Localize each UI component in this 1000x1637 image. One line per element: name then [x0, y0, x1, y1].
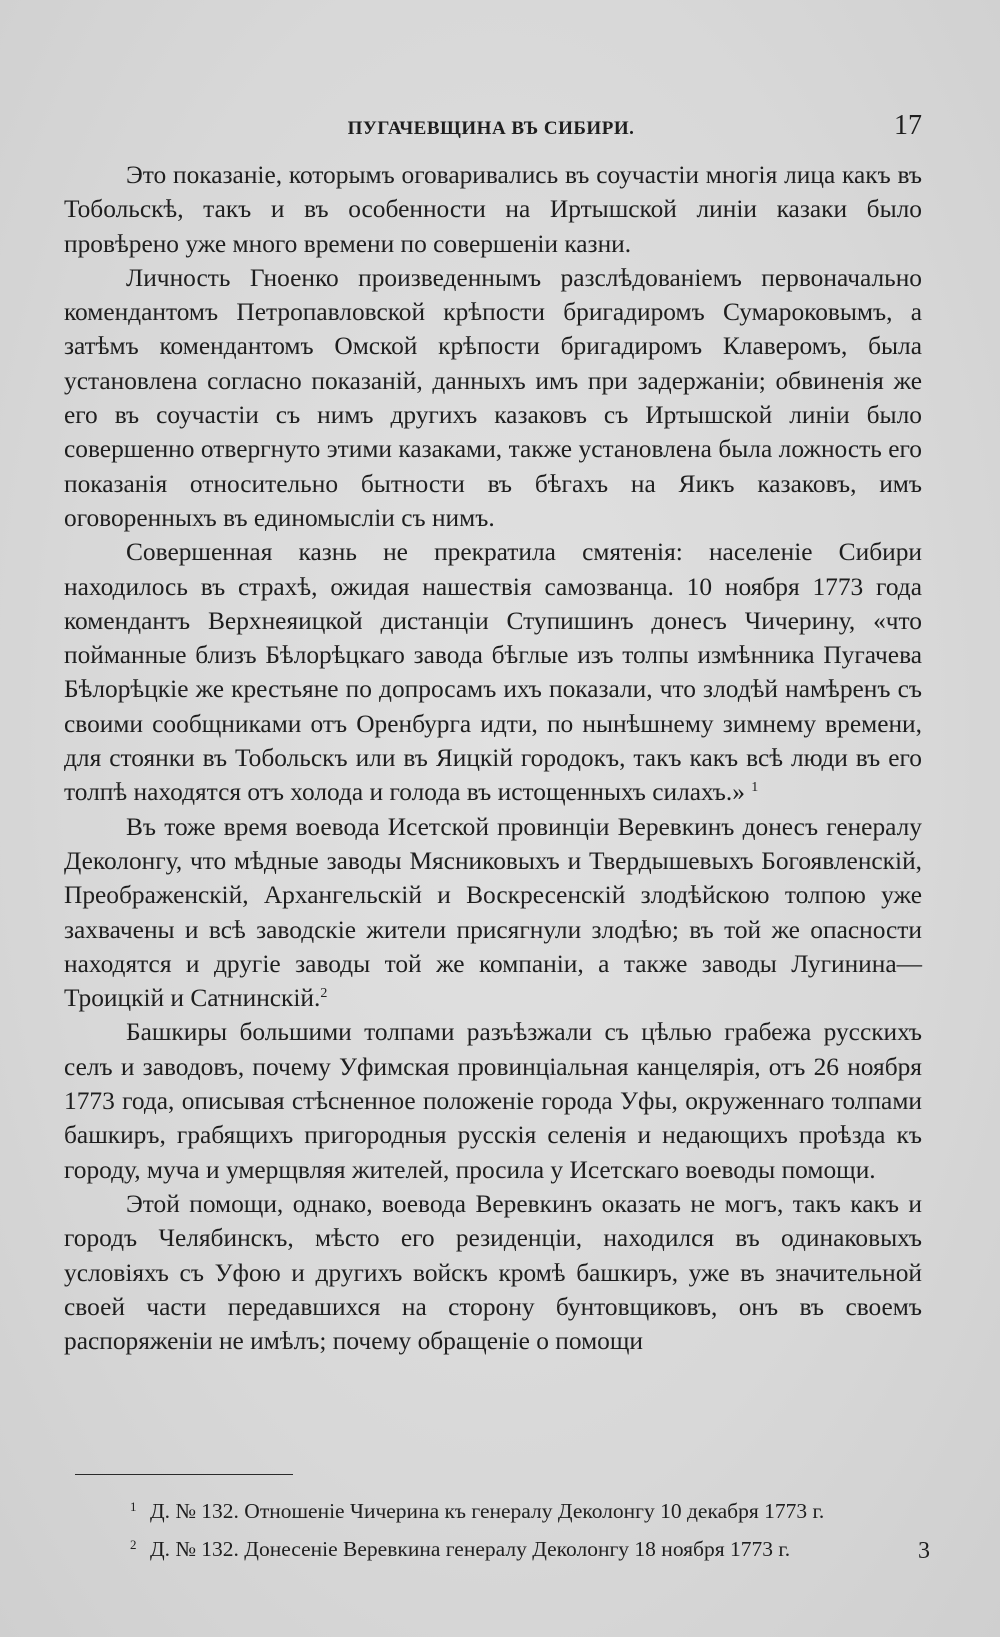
- paragraph-3: [64, 535, 922, 809]
- paragraph-1-text: Это показаніе, которымъ оговаривались въ соучастіи многія лица какъ въ Тобольскѣ, такъ и въ особенности на Иртышской линіи казаки было провѣрено уже много времени по совершеніи казни.: [64, 161, 922, 258]
- signature-mark: 3: [918, 1538, 930, 1564]
- footnote-ref-1: 1: [751, 780, 759, 796]
- footnote-2: [130, 1528, 930, 1566]
- page-header: [60, 108, 922, 148]
- paragraph-2-text: Личность Гноенко произведеннымъ разслѣдованіемъ первоначально комендантомъ Петропавловской крѣпости бригадиромъ Сумароковымъ, а затѣмъ комендантомъ Омской крѣпости бригадиромъ Клаверомъ, была установлена согласно показаній, данныхъ имъ при задержаніи; обвиненія же его въ соучастіи съ нимъ другихъ казаковъ съ Иртышской линіи было совершенно отвергнуто этими казаками, также установлена была ложность его показанія относительно бытности въ бѣгахъ на Яикъ казаковъ, имъ оговоренныхъ въ единомысліи съ нимъ.: [64, 263, 922, 532]
- paragraph-6-text: Этой помощи, однако, воевода Веревкинъ оказать не могъ, такъ какъ и городъ Челябинскъ, мѣсто его резиденціи, находился въ одинаковыхъ условіяхъ съ Уфою и другихъ войскъ кромѣ башкиръ, уже въ значительной своей части передавшихся на сторону бунтовщиковъ, онъ въ своемъ распоряженіи не имѣлъ; почему обращеніе о помощи: [64, 1189, 922, 1356]
- footnote-1: [130, 1490, 930, 1528]
- main-text: [64, 158, 922, 1358]
- running-title: ПУГАЧЕВЩИНА ВЪ СИБИРИ.: [347, 118, 635, 139]
- footnotes: [130, 1490, 930, 1566]
- paragraph-4: [64, 810, 922, 1016]
- page-number: 17: [894, 110, 922, 141]
- footnote-2-text: Д. № 132. Донесеніе Веревкина генералу Деколонгу 18 ноября 1773 г.: [150, 1537, 791, 1561]
- paragraph-3-text: Совершенная казнь не прекратила смятенія: населеніе Сибири находилось въ страхѣ, ожидая нашествія самозванца. 10 ноября 1773 года комендантъ Верхнеяицкой дистанціи Ступишинъ донесъ Чичерину, «что пойманные близъ Бѣлорѣцкаго завода бѣглые изъ толпы измѣнника Пугачева Бѣлорѣцкіе же крестьяне по допросамъ ихъ показали, что злодѣй намѣренъ съ своими сообщниками отъ Оренбурга идти, по нынѣшнему зимнему времени, для стоянки въ Тобольскъ или въ Яицкій городокъ, такъ какъ всѣ люди въ его толпѣ находятся отъ холода и голода въ истощенныхъ силахъ.»: [64, 538, 922, 807]
- footnote-1-text: Д. № 132. Отношеніе Чичерина къ генералу Деколонгу 10 декабря 1773 г.: [150, 1499, 825, 1523]
- paragraph-5: [64, 1015, 922, 1186]
- footnote-divider: [75, 1474, 293, 1475]
- footnote-ref-2: 2: [320, 986, 328, 1002]
- paragraph-4-text: Въ тоже время воевода Исетской провинціи Веревкинъ донесъ генералу Деколонгу, что мѣдные заводы Мясниковыхъ и Твердышевыхъ Богоявленскій, Преображенскій, Архангельскій и Воскресенскій злодѣйскою толпою уже захвачены и всѣ заводскіе жители присягнули злодѣю; въ той же опасности находятся и другіе заводы той же компаніи, а также заводы Лугинина—Троицкій и Сатнинскій.: [64, 812, 922, 1013]
- footnote-2-mark: 2: [130, 1537, 137, 1552]
- footnote-1-mark: 1: [130, 1499, 137, 1514]
- paragraph-5-text: Башкиры большими толпами разъѣзжали съ цѣлью грабежа русскихъ селъ и заводовъ, почему Уфимская провинціальная канцелярія, отъ 26 ноября 1773 года, описывая стѣсненное положеніе города Уфы, окруженнаго толпами башкиръ, грабящихъ пригородныя русскія селенія и недающихъ проѣзда къ городу, муча и умерщвляя жителей, просила у Исетскаго воеводы помощи.: [64, 1018, 922, 1184]
- paragraph-6: [64, 1187, 922, 1358]
- paragraph-1: [64, 158, 922, 261]
- paragraph-2: [64, 261, 922, 535]
